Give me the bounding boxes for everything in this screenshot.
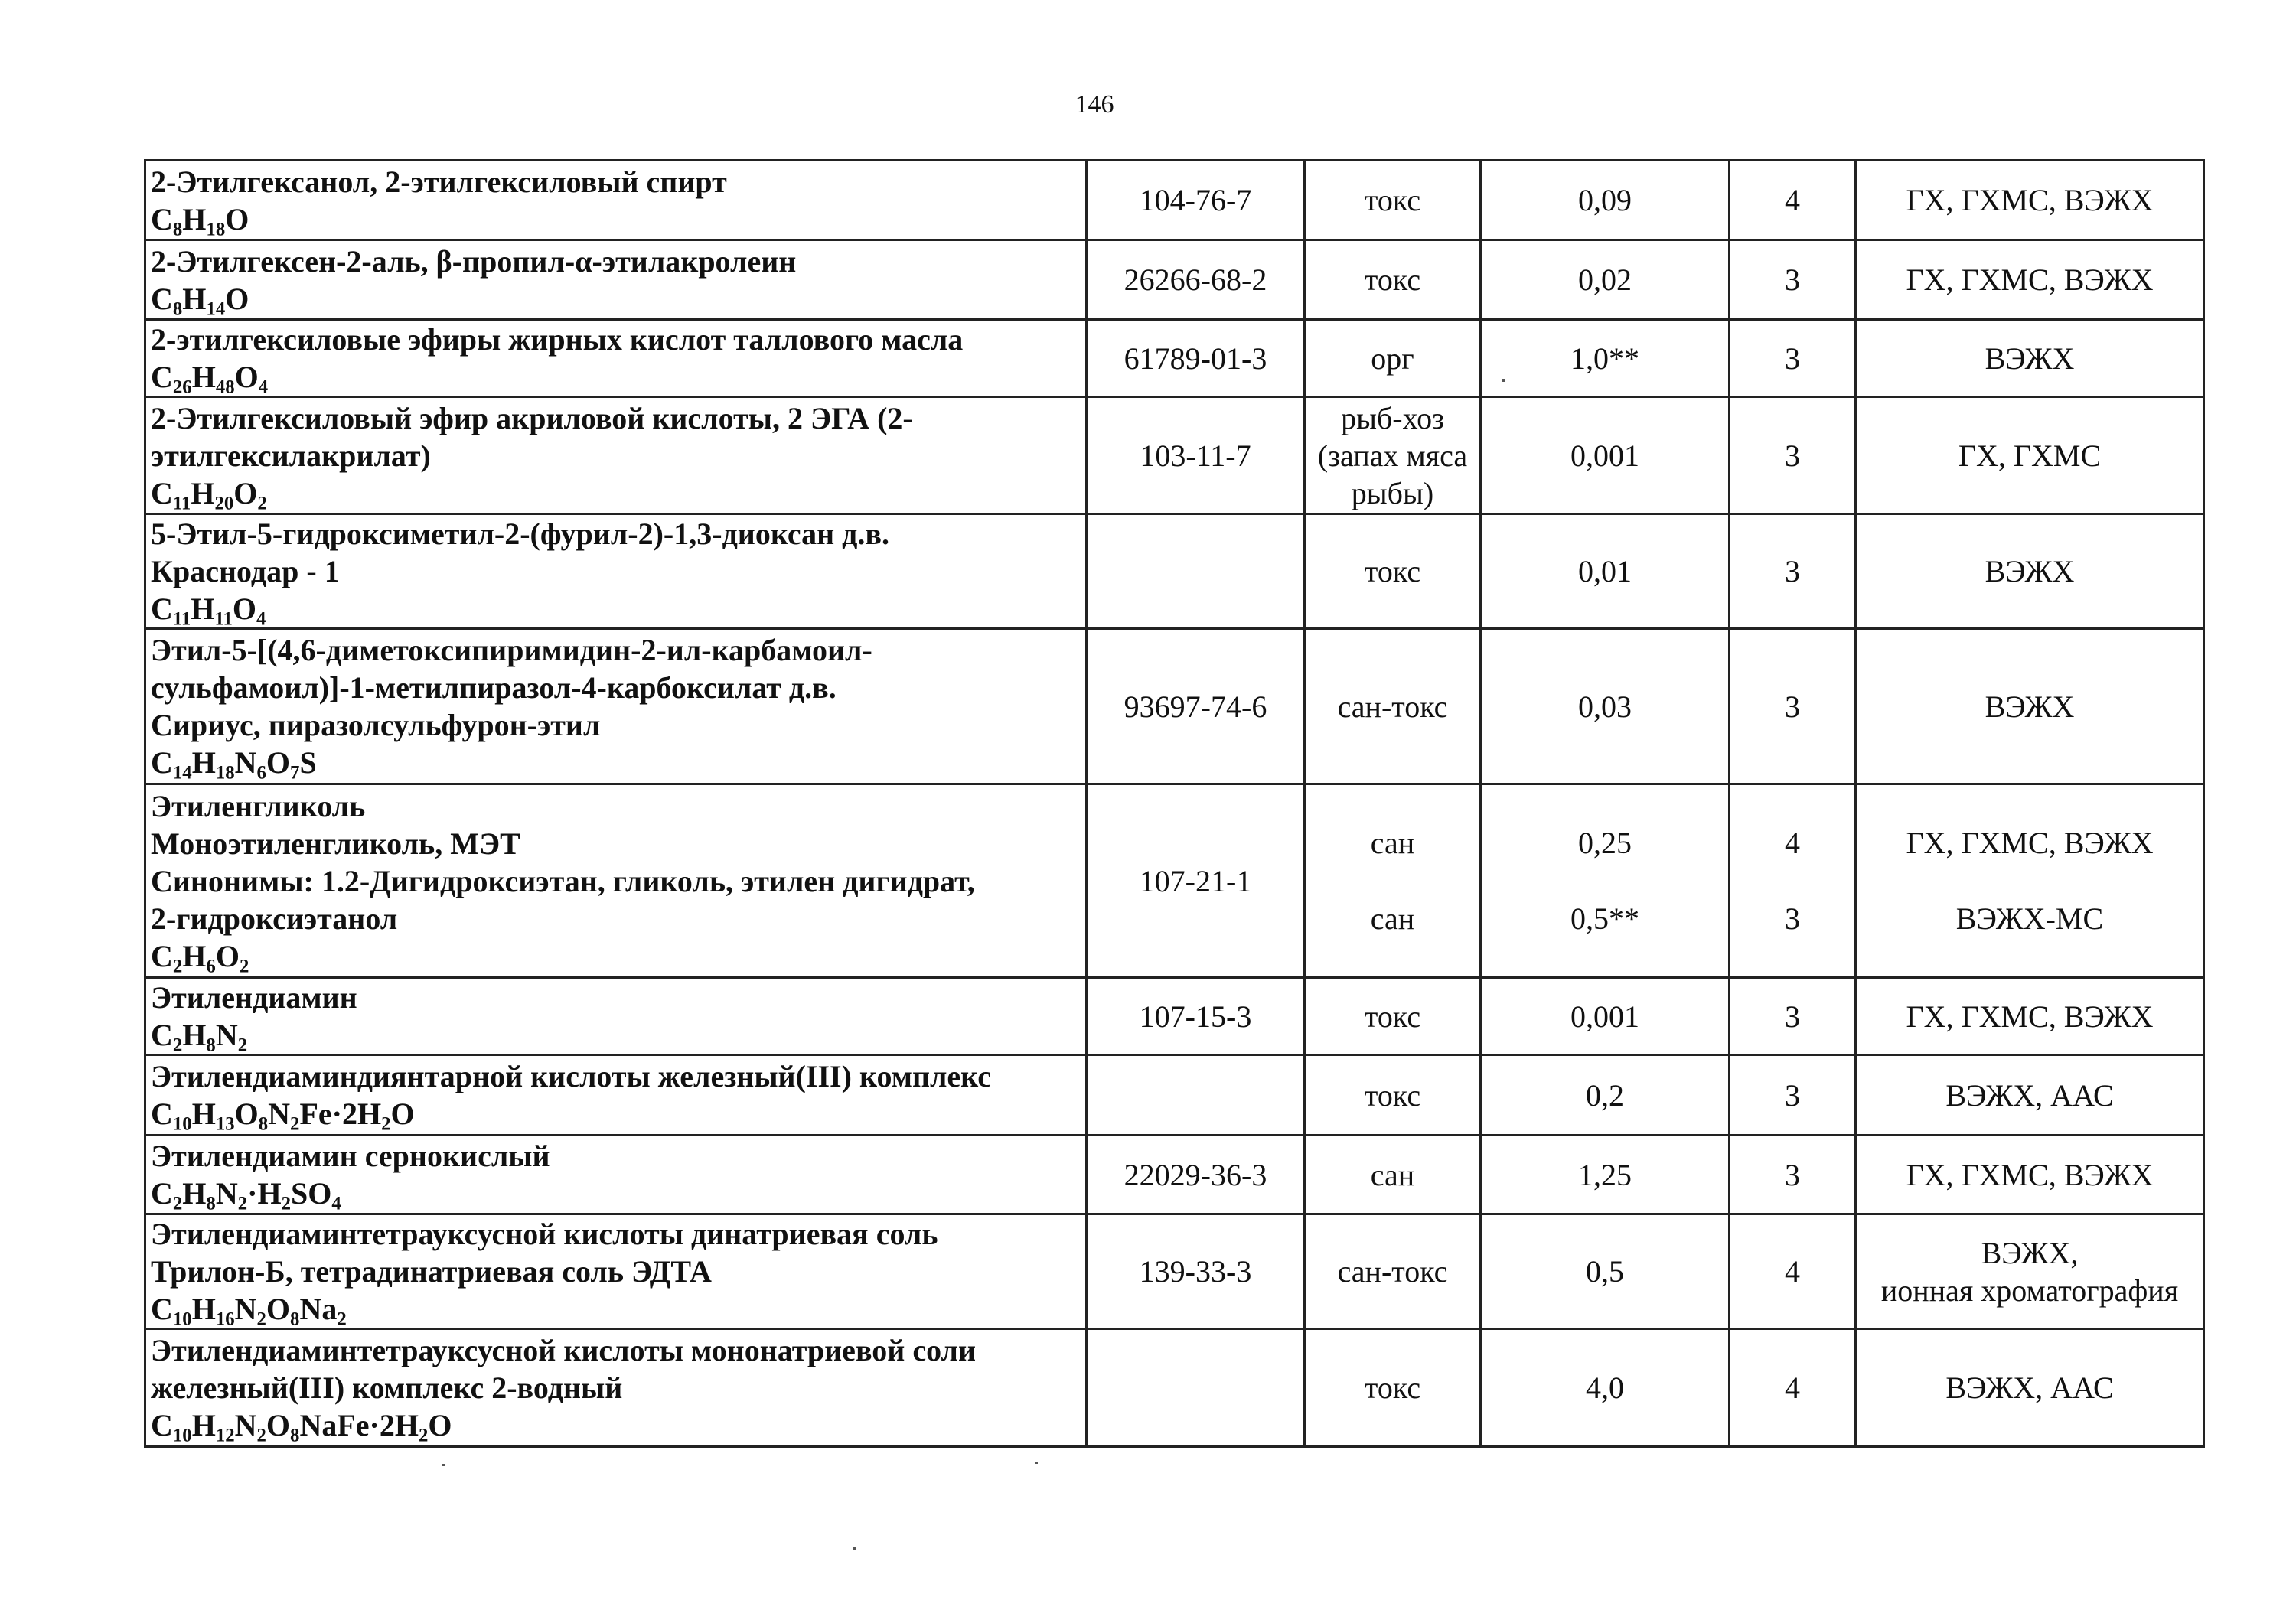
- hazard-sign-cell: [1305, 240, 1481, 320]
- formula-part: C: [151, 360, 173, 394]
- formula-part: O: [266, 1292, 291, 1326]
- hazard-class-cell: [1730, 784, 1856, 978]
- cas-number-cell: [1087, 1055, 1305, 1136]
- analysis-method-cell: [1856, 1214, 2204, 1329]
- formula-part: O: [266, 1408, 291, 1442]
- hazard-class-cell: [1730, 978, 1856, 1055]
- hazard-sign-cell: [1305, 161, 1481, 240]
- analysis-method-line: ГХ, ГХМС, ВЭЖХ: [1906, 183, 2154, 217]
- formula-part: N: [234, 745, 257, 780]
- cas-number-cell: 22029-36-3: [1087, 1136, 1305, 1214]
- formula-subscript: 7: [290, 762, 300, 784]
- formula-part: O: [225, 281, 249, 316]
- hazard-class-cell: [1730, 161, 1856, 240]
- chemical-formula: [151, 1175, 1081, 1212]
- formula-part: H: [191, 1408, 216, 1442]
- mac-value-line: 0,01: [1578, 554, 1632, 588]
- cas-number-cell: 103-11-7: [1087, 397, 1305, 514]
- mac-value-line: 0,2: [1586, 1077, 1624, 1113]
- hazard-sign-line: рыбы): [1351, 475, 1434, 510]
- formula-subscript: 18: [215, 762, 235, 784]
- substance-name-cell: [145, 240, 1087, 320]
- substance-name-cell: [145, 161, 1087, 240]
- mac-value-cell: [1481, 978, 1730, 1055]
- formula-part: S: [299, 745, 317, 780]
- table-row: [145, 1214, 2204, 1329]
- chemical-formula: [151, 474, 1081, 512]
- substance-name-line: сульфамоил)]-1-метилпиразол-4-карбоксилат д.в.: [151, 670, 837, 705]
- scan-speck: [1502, 379, 1505, 382]
- mac-value-line: 0,25: [1578, 826, 1632, 860]
- substances-table: [144, 159, 2205, 1448]
- mac-value-line: 1,25: [1578, 1157, 1632, 1192]
- analysis-method-line: ГХ, ГХМС, ВЭЖХ: [1906, 999, 2154, 1034]
- formula-subscript: 2: [256, 1309, 266, 1330]
- formula-subscript: 6: [256, 762, 266, 784]
- substance-name-cell: [145, 1329, 1087, 1447]
- substance-name-cell: [145, 1214, 1087, 1329]
- substance-name-line: этилгексилакрилат): [151, 438, 431, 473]
- hazard-sign-line: орг: [1371, 341, 1414, 376]
- formula-part: C: [151, 475, 173, 510]
- formula-subscript: 11: [214, 608, 233, 630]
- chemical-formula: [151, 1290, 1081, 1328]
- cas-number-cell: 107-15-3: [1087, 978, 1305, 1055]
- substance-name-cell: [145, 514, 1087, 629]
- formula-subscript: 2: [381, 1113, 391, 1135]
- formula-subscript: 2: [337, 1309, 347, 1330]
- formula-subscript: 2: [172, 1035, 183, 1056]
- substance-name-line: 2-Этилгексен-2-аль, β-пропил-α-этилакролеин: [151, 243, 797, 279]
- formula-part: H: [191, 745, 216, 780]
- chemical-formula: [151, 590, 1081, 630]
- cas-number-cell: 139-33-3: [1087, 1214, 1305, 1329]
- mac-value-cell: [1481, 514, 1730, 629]
- formula-part: N: [215, 1176, 238, 1211]
- formula-part: N: [234, 1292, 257, 1326]
- mac-value-line: 0,001: [1570, 999, 1639, 1034]
- mac-value-cell: [1481, 1136, 1730, 1214]
- hazard-class-cell: [1730, 1055, 1856, 1136]
- mac-value-cell: [1481, 1214, 1730, 1329]
- analysis-method-line: ГХ, ГХМС, ВЭЖХ: [1906, 262, 2154, 297]
- formula-subscript: 16: [215, 1309, 235, 1330]
- hazard-class-line: 4: [1785, 183, 1800, 217]
- formula-subscript: 10: [172, 1113, 192, 1135]
- analysis-method-cell: [1856, 1055, 2204, 1136]
- analysis-method-line: ГХ, ГХМС: [1958, 438, 2102, 473]
- cas-number-cell: [1087, 514, 1305, 629]
- formula-part: ·H: [247, 1176, 282, 1211]
- hazard-sign-line: сан-токс: [1337, 689, 1448, 724]
- hazard-sign-cell: [1305, 514, 1481, 629]
- analysis-method-line: ионная хроматография: [1880, 1273, 2179, 1308]
- analysis-method-line: ГХ, ГХМС, ВЭЖХ: [1906, 1157, 2154, 1192]
- hazard-sign-line: сан: [1370, 1157, 1415, 1192]
- substance-name-line: Краснодар - 1: [151, 554, 340, 588]
- formula-part: NaFe·2H: [299, 1408, 419, 1442]
- table-row: [145, 514, 2204, 629]
- substance-name-line: Моноэтиленгликоль, МЭТ: [151, 826, 520, 861]
- formula-subscript: 2: [256, 1425, 266, 1446]
- hazard-class-line: 4: [1785, 826, 1800, 860]
- hazard-sign-line: токс: [1364, 183, 1421, 217]
- hazard-class-cell: [1730, 1214, 1856, 1329]
- hazard-sign-line: токс: [1364, 1370, 1421, 1405]
- cas-number-cell: 107-21-1: [1087, 784, 1305, 978]
- formula-part: C: [151, 745, 173, 780]
- substance-name-line: 5-Этил-5-гидроксиметил-2-(фурил-2)-1,3-диоксан д.в.: [151, 517, 890, 551]
- substance-name-cell: [145, 784, 1087, 978]
- substance-name-line: 2-Этилгексанол, 2-этилгексиловый спирт: [151, 164, 727, 199]
- substance-name-line: Этил-5-[(4,6-диметоксипиримидин-2-ил-карбамоил-: [151, 633, 872, 667]
- formula-subscript: 20: [214, 492, 234, 513]
- formula-part: O: [266, 745, 291, 780]
- hazard-class-cell: [1730, 629, 1856, 784]
- mac-value-cell: [1481, 1055, 1730, 1136]
- analysis-method-cell: [1856, 1329, 2204, 1447]
- hazard-sign-cell: [1305, 397, 1481, 514]
- formula-subscript: 10: [172, 1309, 192, 1330]
- formula-part: O: [234, 360, 259, 394]
- hazard-sign-cell: [1305, 784, 1481, 978]
- formula-part: N: [234, 1408, 257, 1442]
- analysis-method-cell: [1856, 784, 2204, 978]
- cas-number-cell: 104-76-7: [1087, 161, 1305, 240]
- mac-value-line: 4,0: [1586, 1370, 1624, 1405]
- analysis-method-line: ВЭЖХ,: [1981, 1235, 2079, 1270]
- formula-part: O: [233, 475, 258, 510]
- formula-subscript: 4: [256, 608, 266, 630]
- hazard-sign-line: токс: [1364, 554, 1421, 588]
- chemical-formula: [151, 1095, 1081, 1133]
- hazard-sign-line: сан: [1370, 901, 1415, 936]
- chemical-formula: [151, 1406, 1081, 1444]
- formula-part: O: [234, 1097, 259, 1131]
- hazard-class-line: 3: [1785, 689, 1800, 724]
- formula-subscript: 2: [239, 955, 249, 976]
- formula-subscript: 2: [237, 1193, 248, 1214]
- formula-subscript: 8: [206, 1035, 216, 1056]
- table-row: [145, 240, 2204, 320]
- substance-name-line: Этилендиамин сернокислый: [151, 1139, 550, 1173]
- substance-name-cell: [145, 629, 1087, 784]
- substance-name-cell: [145, 1055, 1087, 1136]
- hazard-class-line: 3: [1785, 1157, 1800, 1192]
- formula-subscript: 48: [215, 376, 235, 398]
- spacer: [1735, 862, 1850, 900]
- formula-subscript: 8: [258, 1113, 269, 1135]
- formula-part: H: [182, 281, 207, 316]
- formula-part: H: [182, 1018, 207, 1052]
- table-row: [145, 1055, 2204, 1136]
- table-row: [145, 1136, 2204, 1214]
- formula-part: C: [151, 281, 173, 316]
- formula-subscript: 2: [281, 1193, 291, 1214]
- formula-subscript: 11: [172, 492, 191, 513]
- analysis-method-cell: [1856, 514, 2204, 629]
- spacer: [1861, 862, 2198, 900]
- formula-subscript: 12: [215, 1425, 235, 1446]
- spacer: [1486, 862, 1724, 900]
- formula-subscript: 14: [206, 298, 226, 319]
- substance-name-line: Этилендиамин: [151, 980, 357, 1015]
- hazard-class-line: 3: [1785, 341, 1800, 376]
- substance-name-line: Этилендиаминтетрауксусной кислоты динатриевая соль: [151, 1217, 938, 1251]
- formula-part: C: [151, 1408, 173, 1442]
- chemical-formula: [151, 280, 1081, 318]
- mac-value-line: 0,5**: [1570, 901, 1639, 936]
- substance-name-line: Сириус, пиразолсульфурон-этил: [151, 708, 601, 742]
- formula-subscript: 8: [172, 218, 183, 240]
- formula-subscript: 10: [172, 1425, 192, 1446]
- mac-value-line: 0,001: [1570, 438, 1639, 473]
- mac-value-cell: [1481, 629, 1730, 784]
- hazard-class-line: 3: [1785, 438, 1800, 473]
- formula-part: SO: [290, 1176, 332, 1211]
- table-row: [145, 978, 2204, 1055]
- mac-value-cell: [1481, 240, 1730, 320]
- table-row: [145, 161, 2204, 240]
- analysis-method-cell: [1856, 161, 2204, 240]
- formula-subscript: 2: [290, 1113, 300, 1135]
- formula-part: O: [390, 1097, 415, 1131]
- hazard-class-cell: [1730, 320, 1856, 397]
- formula-subscript: 8: [290, 1425, 300, 1446]
- mac-value-line: 0,5: [1586, 1254, 1624, 1289]
- hazard-class-cell: [1730, 397, 1856, 514]
- substance-name-line: железный(III) комплекс 2-водный: [151, 1370, 623, 1405]
- formula-part: O: [225, 201, 249, 236]
- formula-part: O: [232, 592, 257, 626]
- substance-name-line: Трилон-Б, тетрадинатриевая соль ЭДТА: [151, 1254, 712, 1289]
- table-row: [145, 320, 2204, 397]
- cas-number-cell: 26266-68-2: [1087, 240, 1305, 320]
- hazard-sign-cell: [1305, 1136, 1481, 1214]
- hazard-sign-cell: [1305, 978, 1481, 1055]
- hazard-class-cell: [1730, 1136, 1856, 1214]
- mac-value-cell: [1481, 784, 1730, 978]
- formula-subscript: 6: [206, 955, 216, 976]
- cas-number-cell: [1087, 1329, 1305, 1447]
- hazard-class-line: 3: [1785, 999, 1800, 1034]
- analysis-method-cell: [1856, 240, 2204, 320]
- analysis-method-line: ВЭЖХ: [1985, 689, 2075, 724]
- substance-name-line: 2-Этилгексиловый эфир акриловой кислоты, 2 ЭГА (2-: [151, 400, 913, 435]
- analysis-method-cell: [1856, 397, 2204, 514]
- table-row: [145, 629, 2204, 784]
- formula-subscript: 26: [172, 376, 192, 398]
- hazard-class-line: 3: [1785, 901, 1800, 936]
- formula-subscript: 2: [257, 492, 267, 513]
- formula-part: C: [151, 201, 173, 236]
- hazard-sign-line: (запах мяса: [1317, 438, 1468, 473]
- table-row: [145, 1329, 2204, 1447]
- mac-value-cell: [1481, 397, 1730, 514]
- analysis-method-line: ВЭЖХ-МС: [1955, 901, 2104, 936]
- formula-part: H: [182, 938, 207, 973]
- spacer: [1310, 862, 1475, 900]
- formula-part: C: [151, 1018, 173, 1052]
- analysis-method-cell: [1856, 629, 2204, 784]
- formula-part: O: [428, 1408, 452, 1442]
- analysis-method-cell: [1856, 978, 2204, 1055]
- formula-part: H: [182, 1176, 207, 1211]
- table-row: [145, 784, 2204, 978]
- substance-name-line: 2-этилгексиловые эфиры жирных кислот таллового масла: [151, 322, 964, 357]
- formula-part: C: [151, 1097, 173, 1131]
- hazard-sign-line: сан-токс: [1337, 1254, 1448, 1289]
- hazard-sign-line: токс: [1364, 1077, 1421, 1113]
- formula-subscript: 4: [331, 1193, 341, 1214]
- formula-part: C: [151, 592, 173, 626]
- substance-name-line: Этилендиаминтетрауксусной кислоты мононатриевой соли: [151, 1333, 977, 1367]
- mac-value-line: 0,02: [1578, 262, 1632, 297]
- formula-part: H: [191, 475, 215, 510]
- cas-number-cell: 61789-01-3: [1087, 320, 1305, 397]
- hazard-class-line: 3: [1785, 262, 1800, 297]
- scan-speck: [1035, 1462, 1038, 1464]
- hazard-sign-cell: [1305, 1055, 1481, 1136]
- chemical-formula: [151, 358, 1081, 396]
- formula-part: C: [151, 1292, 173, 1326]
- formula-subscript: 2: [418, 1425, 429, 1446]
- formula-subscript: 2: [172, 1193, 183, 1214]
- formula-part: Na: [299, 1292, 338, 1326]
- formula-part: H: [191, 360, 216, 394]
- formula-part: O: [215, 938, 240, 973]
- substance-name-line: Этилендиаминдиянтарной кислоты железный(III) комплекс: [151, 1059, 991, 1093]
- analysis-method-line: ВЭЖХ, ААС: [1945, 1370, 2114, 1405]
- hazard-class-cell: [1730, 240, 1856, 320]
- hazard-sign-line: сан: [1370, 826, 1415, 860]
- substance-name-line: 2-гидроксиэтанол: [151, 901, 398, 936]
- analysis-method-line: ВЭЖХ: [1985, 554, 2075, 588]
- substance-name-cell: [145, 320, 1087, 397]
- analysis-method-line: ВЭЖХ, ААС: [1945, 1077, 2114, 1113]
- substance-name-cell: [145, 1136, 1087, 1214]
- mac-value-line: 0,09: [1578, 183, 1632, 217]
- hazard-class-cell: [1730, 1329, 1856, 1447]
- hazard-class-line: 3: [1785, 1077, 1800, 1113]
- formula-part: H: [182, 201, 207, 236]
- chemical-formula: [151, 200, 1081, 238]
- table-row: [145, 397, 2204, 514]
- mac-value-cell: [1481, 1329, 1730, 1447]
- mac-value-line: 1,0**: [1570, 341, 1639, 376]
- formula-part: C: [151, 938, 173, 973]
- hazard-sign-line: токс: [1364, 262, 1421, 297]
- mac-value-cell: [1481, 161, 1730, 240]
- analysis-method-line: ВЭЖХ: [1985, 341, 2075, 376]
- substance-name-line: Этиленгликоль: [151, 788, 366, 823]
- formula-subscript: 2: [172, 955, 183, 976]
- formula-subscript: 8: [206, 1193, 216, 1214]
- hazard-class-line: 4: [1785, 1370, 1800, 1405]
- mac-value-cell: [1481, 320, 1730, 397]
- analysis-method-cell: [1856, 1136, 2204, 1214]
- hazard-sign-line: рыб-хоз: [1341, 400, 1444, 435]
- formula-part: C: [151, 1176, 173, 1211]
- scan-speck: [853, 1547, 856, 1550]
- hazard-class-cell: [1730, 514, 1856, 629]
- formula-subscript: 13: [215, 1113, 235, 1135]
- analysis-method-cell: [1856, 320, 2204, 397]
- cas-number-cell: 93697-74-6: [1087, 629, 1305, 784]
- hazard-class-line: 4: [1785, 1254, 1800, 1289]
- chemical-formula: [151, 744, 1081, 784]
- formula-subscript: 14: [172, 762, 192, 784]
- formula-subscript: 18: [206, 218, 226, 240]
- formula-part: H: [191, 592, 215, 626]
- chemical-formula: [151, 1016, 1081, 1054]
- formula-subscript: 8: [290, 1309, 300, 1330]
- chemical-formula: [151, 937, 1081, 975]
- formula-subscript: 4: [258, 376, 269, 398]
- hazard-sign-cell: [1305, 1329, 1481, 1447]
- formula-subscript: 11: [172, 608, 191, 630]
- formula-part: H: [191, 1292, 216, 1326]
- hazard-sign-cell: [1305, 629, 1481, 784]
- page-number: 146: [1075, 90, 1114, 119]
- formula-part: N: [215, 1018, 238, 1052]
- formula-subscript: 8: [172, 298, 183, 319]
- formula-part: H: [191, 1097, 216, 1131]
- formula-part: N: [268, 1097, 291, 1131]
- hazard-sign-line: токс: [1364, 999, 1421, 1034]
- hazard-sign-cell: [1305, 1214, 1481, 1329]
- analysis-method-line: ГХ, ГХМС, ВЭЖХ: [1906, 826, 2154, 860]
- mac-value-line: 0,03: [1578, 689, 1632, 724]
- formula-subscript: 2: [237, 1035, 248, 1056]
- hazard-class-line: 3: [1785, 554, 1800, 588]
- hazard-sign-cell: [1305, 320, 1481, 397]
- substance-name-line: Синонимы: 1.2-Дигидроксиэтан, гликоль, этилен дигидрат,: [151, 863, 975, 898]
- substance-name-cell: [145, 397, 1087, 514]
- scan-speck: [442, 1464, 445, 1466]
- formula-part: Fe·2H: [299, 1097, 382, 1131]
- substance-name-cell: [145, 978, 1087, 1055]
